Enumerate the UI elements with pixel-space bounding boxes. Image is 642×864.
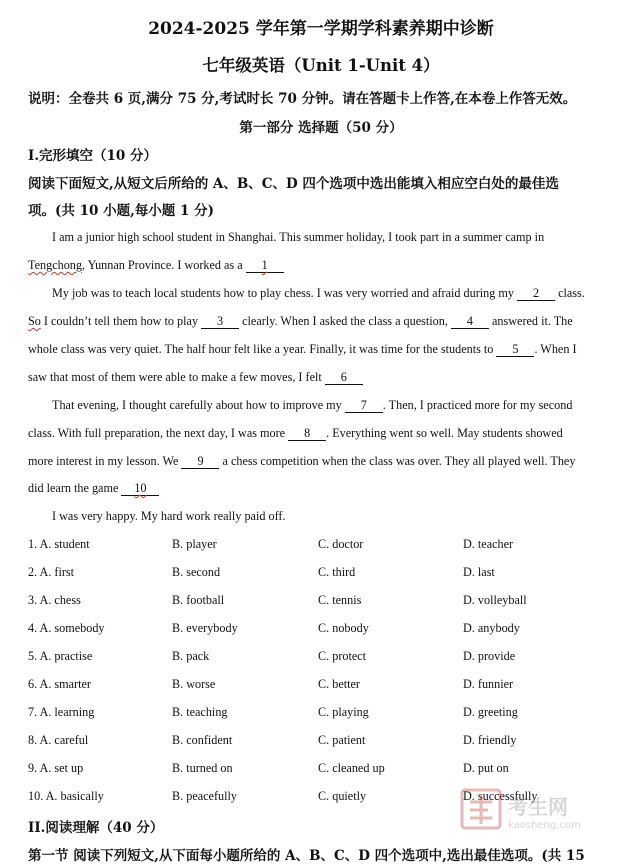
option-d: D. teacher bbox=[463, 537, 514, 551]
option-a: 1. A. student bbox=[28, 537, 90, 551]
option-a: 2. A. first bbox=[28, 565, 75, 579]
option-b: B. worse bbox=[172, 677, 216, 691]
option-a: 10. A. basically bbox=[28, 789, 104, 803]
option-c: C. playing bbox=[318, 705, 369, 719]
options-row bbox=[28, 621, 628, 637]
blank-1: 1 bbox=[246, 259, 284, 273]
kaosheng-logo-icon bbox=[460, 788, 620, 832]
option-b: B. confident bbox=[172, 733, 233, 747]
option-a: 6. A. smarter bbox=[28, 677, 91, 691]
options-row bbox=[28, 537, 628, 553]
passage-line bbox=[28, 454, 575, 469]
options-row bbox=[28, 593, 628, 609]
option-a: 3. A. chess bbox=[28, 593, 81, 607]
watermark-logo bbox=[460, 788, 620, 832]
option-c: C. patient bbox=[318, 733, 366, 747]
passage-text: clearly. When I asked the class a question, bbox=[242, 314, 448, 328]
option-d: D. funnier bbox=[463, 677, 514, 691]
passage-text: whole class was very quiet. The half hour felt like a year. Finally, it was time for the students to bbox=[28, 342, 494, 356]
passage-text: . Then, I practiced more for my second bbox=[382, 398, 573, 412]
passage-text: class. With full preparation, the next day, I was more bbox=[28, 426, 286, 440]
option-b: B. everybody bbox=[172, 621, 238, 635]
blank-8: 8 bbox=[288, 427, 326, 441]
part-one-heading: 第一部分 选择题（50 分） bbox=[239, 120, 403, 136]
passage-text: My job was to teach local students how to play chess. I was very worried and afraid during my bbox=[52, 286, 514, 300]
option-d: D. successfully bbox=[463, 789, 538, 803]
option-a: 7. A. learning bbox=[28, 705, 95, 719]
passage-line bbox=[28, 426, 563, 441]
cloze-instruction-line-2: 项。(共 10 小题,每小题 1 分) bbox=[28, 203, 214, 219]
blank-4: 4 bbox=[451, 315, 489, 329]
blank-3: 3 bbox=[201, 315, 239, 329]
blank-5: 5 bbox=[496, 343, 534, 357]
passage-line bbox=[52, 230, 544, 245]
exam-title: 2024-2025 学年第一学期学科素养期中诊断 bbox=[148, 19, 494, 39]
options-row bbox=[28, 733, 628, 749]
passage-text: So bbox=[28, 314, 41, 328]
option-c: C. quietly bbox=[318, 789, 367, 803]
option-d: D. volleyball bbox=[463, 593, 527, 607]
option-a: 8. A. careful bbox=[28, 733, 89, 747]
passage-line bbox=[28, 258, 284, 273]
passage-text: . When I bbox=[534, 342, 577, 356]
passage-text: I couldn’t tell them how to play bbox=[40, 314, 199, 328]
passage-text: saw that most of them were able to make a few moves, I felt bbox=[28, 370, 322, 384]
cloze-heading: I.完形填空（10 分） bbox=[28, 148, 158, 164]
options-row bbox=[28, 649, 628, 665]
passage-line bbox=[52, 286, 585, 301]
option-b: B. turned on bbox=[172, 761, 233, 775]
passage-text: I was very happy. My hard work really paid off. bbox=[52, 509, 286, 523]
option-d: D. friendly bbox=[463, 733, 517, 747]
option-c: C. tennis bbox=[318, 593, 362, 607]
passage-text: Tengchong bbox=[28, 258, 82, 272]
blank-7: 7 bbox=[345, 399, 383, 413]
option-a: 9. A. set up bbox=[28, 761, 84, 775]
option-d: D. greeting bbox=[463, 705, 518, 719]
option-a: 5. A. practise bbox=[28, 649, 93, 663]
passage-line bbox=[52, 398, 572, 413]
options-row bbox=[28, 565, 628, 581]
option-b: B. teaching bbox=[172, 705, 228, 719]
options-row bbox=[28, 761, 628, 777]
passage-text: did learn the game bbox=[28, 481, 119, 495]
passage-line bbox=[28, 342, 577, 357]
passage-line bbox=[28, 370, 363, 385]
option-d: D. provide bbox=[463, 649, 516, 663]
passage-text: That evening, I thought carefully about how to improve my bbox=[52, 398, 342, 412]
passage-line bbox=[28, 481, 159, 496]
option-b: B. player bbox=[172, 537, 217, 551]
option-c: C. third bbox=[318, 565, 356, 579]
passage-text: class. bbox=[558, 286, 585, 300]
option-b: B. second bbox=[172, 565, 221, 579]
option-b: B. football bbox=[172, 593, 225, 607]
passage-text: . Everything went so well. May students showed bbox=[326, 426, 563, 440]
options-row bbox=[28, 705, 628, 721]
option-c: C. better bbox=[318, 677, 360, 691]
option-a: 4. A. somebody bbox=[28, 621, 105, 635]
passage-line bbox=[52, 509, 286, 524]
option-c: C. protect bbox=[318, 649, 367, 663]
blank-10: 10 bbox=[121, 482, 159, 496]
passage-text: answered it. The bbox=[492, 314, 573, 328]
option-b: B. pack bbox=[172, 649, 210, 663]
blank-2: 2 bbox=[517, 287, 555, 301]
options-row bbox=[28, 677, 628, 693]
option-d: D. anybody bbox=[463, 621, 520, 635]
passage-text: I am a junior high school student in Shanghai. This summer holiday, I took part in a summer camp in bbox=[52, 230, 545, 244]
passage-text: a chess competition when the class was over. They all played well. They bbox=[222, 454, 576, 468]
reading-heading: II.阅读理解（40 分） bbox=[28, 820, 164, 836]
passage-text: more interest in my lesson. We bbox=[28, 454, 179, 468]
option-b: B. peacefully bbox=[172, 789, 237, 803]
option-d: D. put on bbox=[463, 761, 509, 775]
passage-line bbox=[28, 314, 573, 329]
option-d: D. last bbox=[463, 565, 495, 579]
passage-text: , Yunnan Province. I worked as a bbox=[81, 258, 243, 272]
option-c: C. doctor bbox=[318, 537, 364, 551]
reading-instruction: 第一节 阅读下列短文,从下面每小题所给的 A、B、C、D 四个选项中,选出最佳选项。(共 15 bbox=[28, 848, 585, 864]
cloze-instruction-line-1: 阅读下面短文,从短文后所给的 A、B、C、D 四个选项中选出能填入相应空白处的最佳选 bbox=[28, 176, 559, 192]
exam-subtitle: 七年级英语（Unit 1-Unit 4） bbox=[202, 56, 440, 75]
blank-9: 9 bbox=[181, 455, 219, 469]
option-c: C. cleaned up bbox=[318, 761, 385, 775]
watermark-en: kaosheng.com bbox=[508, 820, 581, 831]
exam-note: 说明：全卷共 6 页,满分 75 分,考试时长 70 分钟。请在答题卡上作答,在本卷上作答无效。 bbox=[28, 91, 577, 107]
watermark-cn: 考生网 bbox=[508, 795, 568, 819]
blank-6: 6 bbox=[325, 371, 363, 385]
option-c: C. nobody bbox=[318, 621, 369, 635]
